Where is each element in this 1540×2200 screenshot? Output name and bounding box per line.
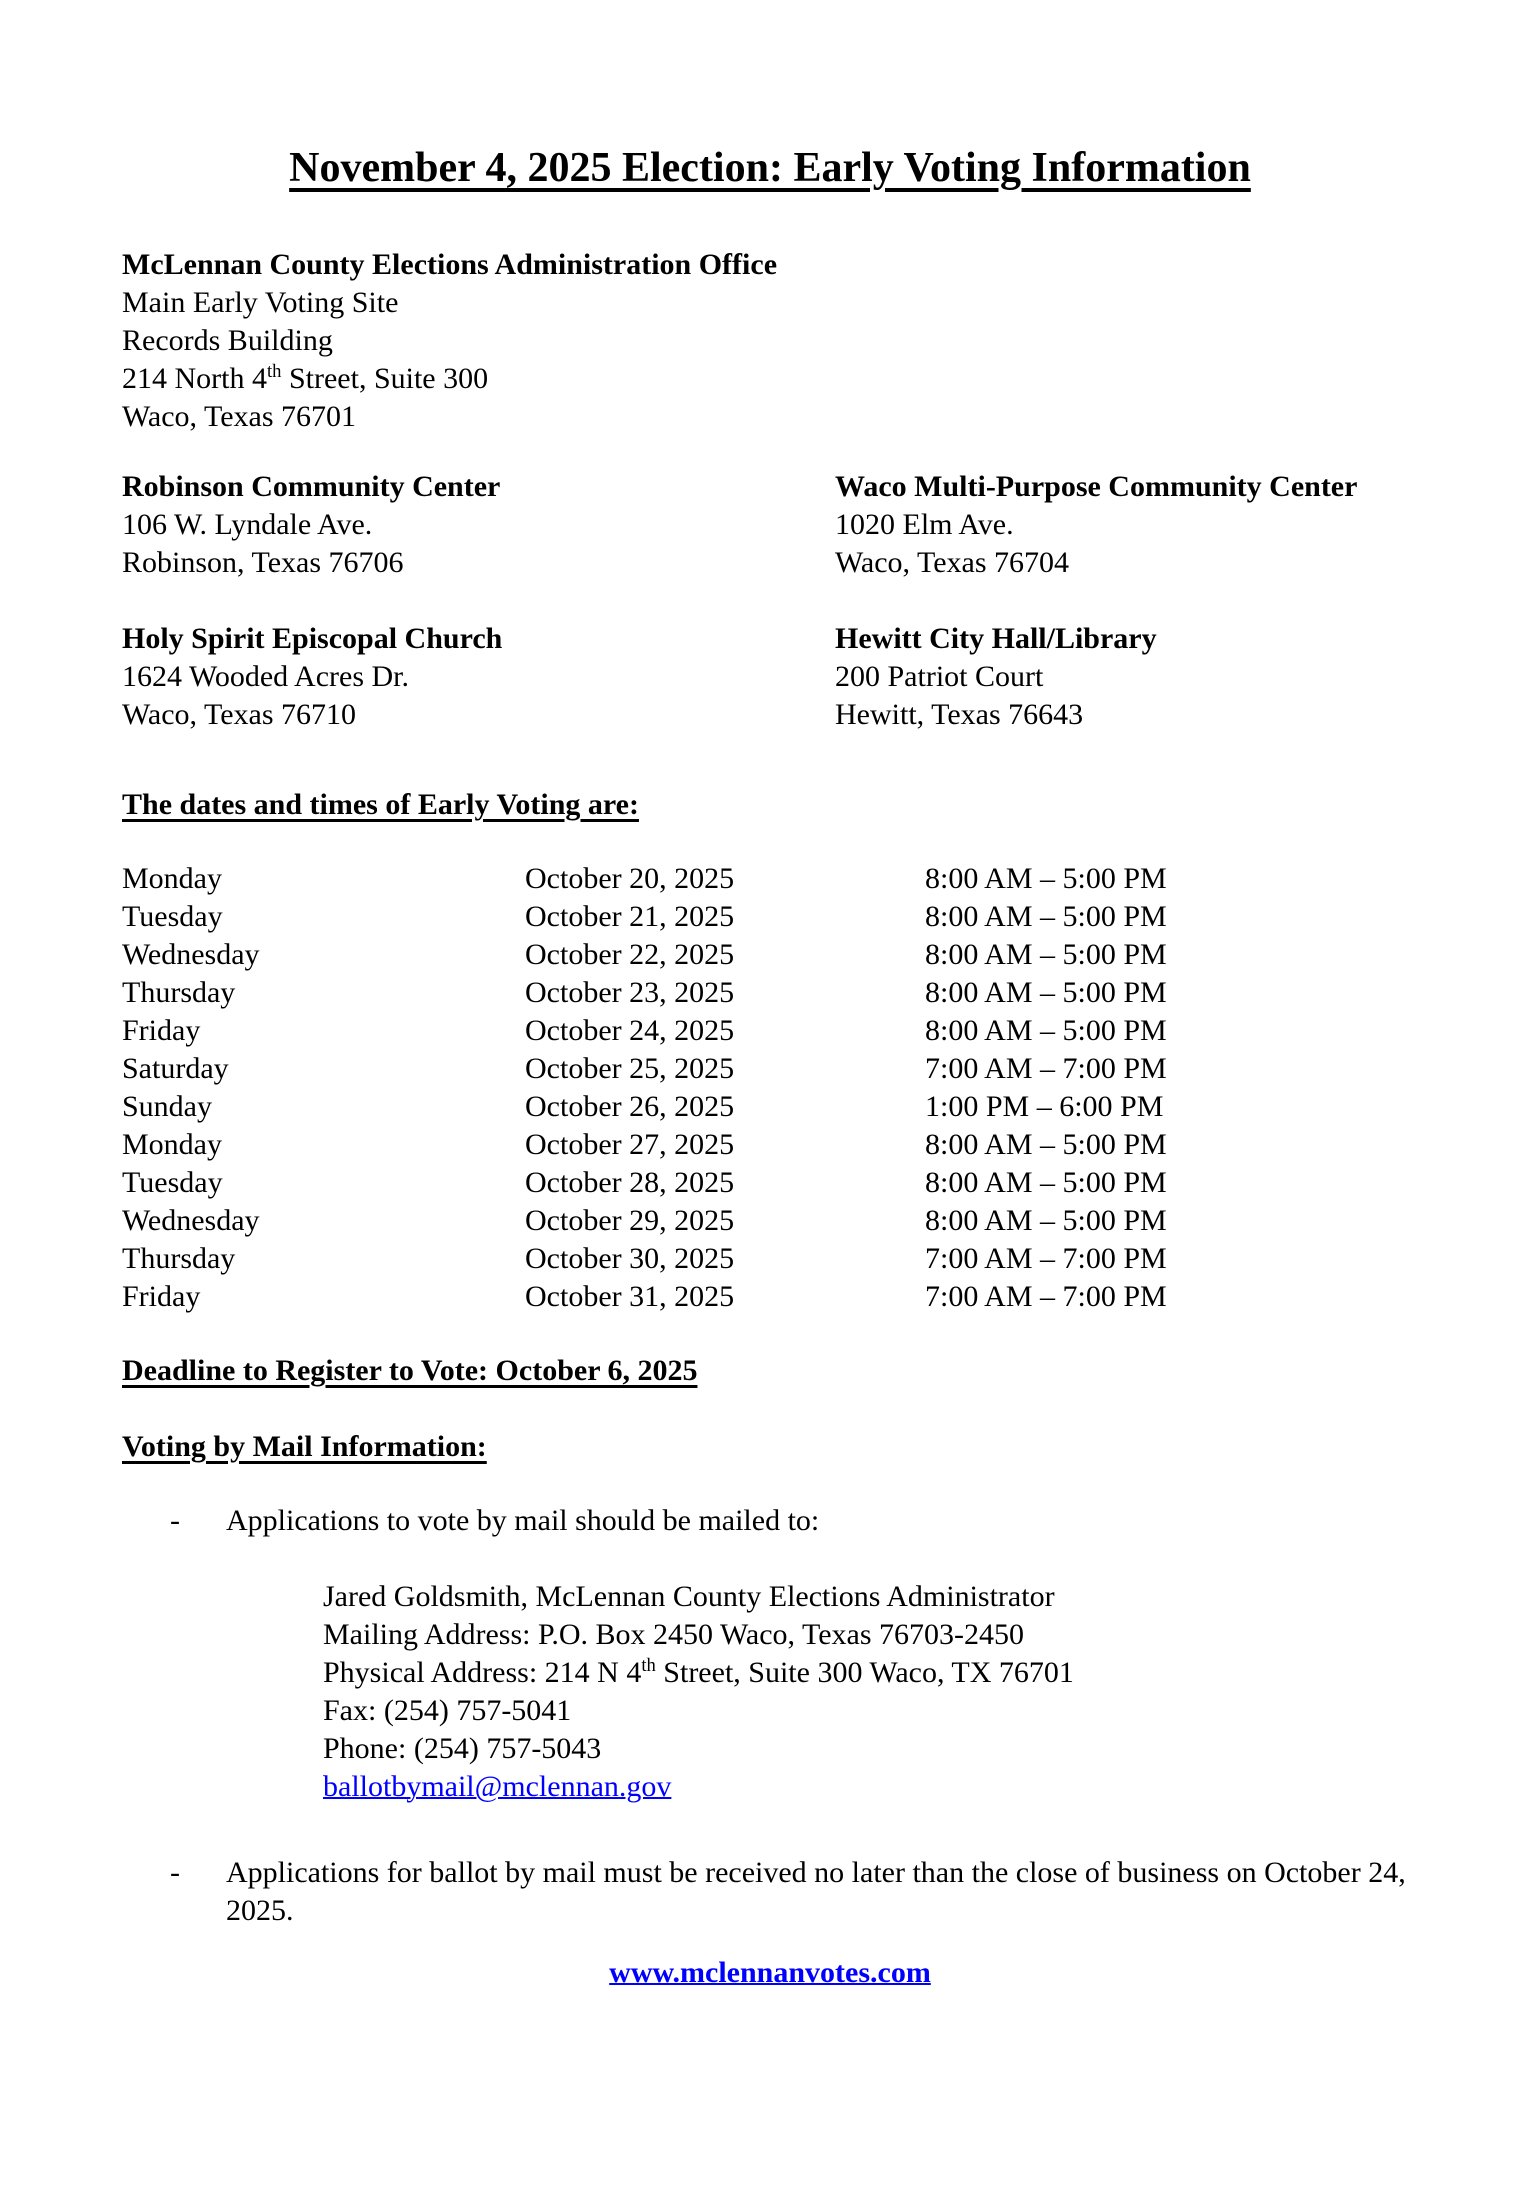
schedule-time: 7:00 AM – 7:00 PM (925, 1280, 1167, 1313)
schedule-day: Friday (122, 1280, 201, 1313)
location-city: Hewitt, Texas 76643 (835, 698, 1084, 731)
schedule-day: Thursday (122, 976, 236, 1009)
schedule-date: October 27, 2025 (525, 1128, 735, 1161)
contact-physical-post: Street, Suite 300 Waco, TX 76701 (655, 1656, 1074, 1689)
main-office-street-ordinal: th (267, 361, 282, 382)
contact-email-line (323, 1768, 1074, 1806)
schedule-row (122, 974, 1167, 1012)
contact-physical-address (323, 1654, 1074, 1692)
schedule-row (122, 1126, 1167, 1164)
location-name: Holy Spirit Episcopal Church (122, 622, 503, 655)
schedule-date: October 24, 2025 (525, 1014, 735, 1047)
location-name: Hewitt City Hall/Library (835, 622, 1157, 655)
main-office-name: McLennan County Elections Administration Office (122, 248, 778, 281)
schedule-time: 8:00 AM – 5:00 PM (925, 1166, 1167, 1199)
main-office-block (122, 246, 777, 436)
schedule-date: October 21, 2025 (525, 900, 735, 933)
bullet-marker: - (170, 1504, 180, 1537)
page-title: November 4, 2025 Election: Early Voting Information (289, 145, 1251, 191)
schedule-day: Wednesday (122, 938, 260, 971)
main-office-street-post: Street, Suite 300 (281, 362, 489, 395)
contact-phone: Phone: (254) 757-5043 (323, 1732, 602, 1765)
main-office-city: Waco, Texas 76701 (122, 400, 357, 433)
schedule-heading: The dates and times of Early Voting are: (122, 788, 639, 821)
schedule-row (122, 936, 1167, 974)
location-street: 1020 Elm Ave. (835, 508, 1014, 541)
main-office-street (122, 360, 777, 398)
schedule-row (122, 1050, 1167, 1088)
contact-physical-pre: Physical Address: 214 N 4 (323, 1656, 642, 1689)
main-office-street-pre: 214 North 4 (122, 362, 267, 395)
mail-bullet-2 (170, 1854, 1438, 1930)
schedule-day: Monday (122, 1128, 222, 1161)
schedule-date: October 22, 2025 (525, 938, 735, 971)
bullet-marker: - (170, 1856, 180, 1889)
schedule-row (122, 1164, 1167, 1202)
bullet-text: Applications for ballot by mail must be received no later than the close of business on October 24, 2025. (226, 1856, 1406, 1927)
schedule-time: 7:00 AM – 7:00 PM (925, 1052, 1167, 1085)
schedule-time: 8:00 AM – 5:00 PM (925, 1204, 1167, 1237)
bullet-text: Applications to vote by mail should be mailed to: (226, 1504, 820, 1537)
schedule-row (122, 1202, 1167, 1240)
schedule-time: 7:00 AM – 7:00 PM (925, 1242, 1167, 1275)
schedule-row (122, 898, 1167, 936)
schedule-day: Friday (122, 1014, 201, 1047)
schedule-time: 8:00 AM – 5:00 PM (925, 938, 1167, 971)
location-street: 200 Patriot Court (835, 660, 1044, 693)
mail-bullet-1 (170, 1502, 1440, 1540)
email-link[interactable]: ballotbymail@mclennan.gov (323, 1770, 672, 1803)
schedule-date: October 29, 2025 (525, 1204, 735, 1237)
contact-physical-ordinal: th (641, 1655, 656, 1676)
main-office-line1: Main Early Voting Site (122, 286, 399, 319)
schedule-day: Sunday (122, 1090, 212, 1123)
location-waco-multipurpose (835, 468, 1357, 582)
schedule-row (122, 860, 1167, 898)
location-street: 1624 Wooded Acres Dr. (122, 660, 409, 693)
schedule-date: October 31, 2025 (525, 1280, 735, 1313)
schedule-date: October 23, 2025 (525, 976, 735, 1009)
schedule-row (122, 1240, 1167, 1278)
main-office-line2: Records Building (122, 324, 333, 357)
schedule-day: Thursday (122, 1242, 236, 1275)
mail-info-heading: Voting by Mail Information: (122, 1430, 487, 1463)
schedule-row (122, 1088, 1167, 1126)
location-name: Robinson Community Center (122, 470, 501, 503)
location-holy-spirit (122, 620, 502, 734)
footer (0, 1954, 1540, 1992)
location-city: Waco, Texas 76704 (835, 546, 1070, 579)
schedule-time: 8:00 AM – 5:00 PM (925, 1014, 1167, 1047)
schedule-time: 8:00 AM – 5:00 PM (925, 900, 1167, 933)
location-city: Robinson, Texas 76706 (122, 546, 404, 579)
location-hewitt (835, 620, 1157, 734)
schedule-time: 8:00 AM – 5:00 PM (925, 976, 1167, 1009)
schedule-table (122, 860, 1167, 1316)
schedule-day: Tuesday (122, 900, 223, 933)
schedule-day: Monday (122, 862, 222, 895)
website-link[interactable]: www.mclennanvotes.com (609, 1956, 931, 1989)
schedule-date: October 25, 2025 (525, 1052, 735, 1085)
contact-name: Jared Goldsmith, McLennan County Elections Administrator (323, 1580, 1055, 1613)
schedule-row (122, 1278, 1167, 1316)
schedule-date: October 26, 2025 (525, 1090, 735, 1123)
schedule-row (122, 1012, 1167, 1050)
schedule-time: 8:00 AM – 5:00 PM (925, 862, 1167, 895)
schedule-date: October 30, 2025 (525, 1242, 735, 1275)
schedule-day: Tuesday (122, 1166, 223, 1199)
contact-mailing-address: Mailing Address: P.O. Box 2450 Waco, Texas 76703-2450 (323, 1618, 1025, 1651)
location-city: Waco, Texas 76710 (122, 698, 357, 731)
schedule-day: Wednesday (122, 1204, 260, 1237)
deadline-heading: Deadline to Register to Vote: October 6, 2025 (122, 1354, 698, 1387)
location-street: 106 W. Lyndale Ave. (122, 508, 373, 541)
schedule-date: October 20, 2025 (525, 862, 735, 895)
schedule-time: 8:00 AM – 5:00 PM (925, 1128, 1167, 1161)
schedule-date: October 28, 2025 (525, 1166, 735, 1199)
mail-contact-block (323, 1578, 1074, 1806)
contact-fax: Fax: (254) 757-5041 (323, 1694, 572, 1727)
schedule-day: Saturday (122, 1052, 229, 1085)
location-name: Waco Multi-Purpose Community Center (835, 470, 1358, 503)
location-robinson (122, 468, 500, 582)
schedule-time: 1:00 PM – 6:00 PM (925, 1090, 1164, 1123)
